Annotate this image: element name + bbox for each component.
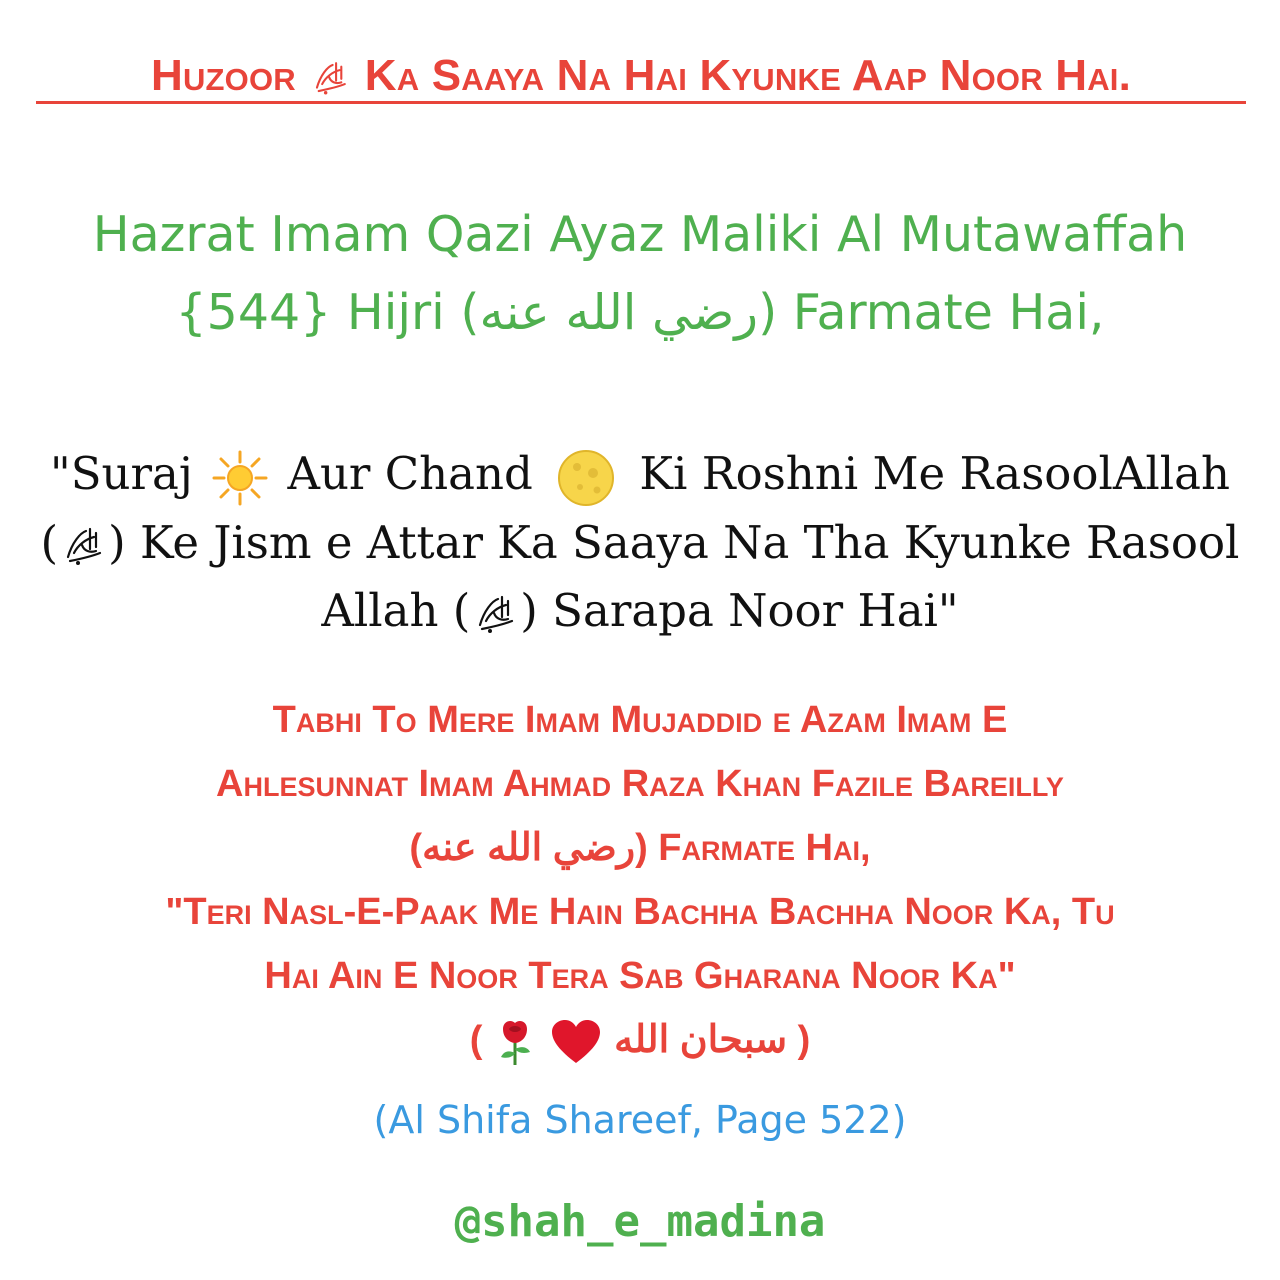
tribute-line-6	[30, 1008, 1250, 1072]
heart-icon	[550, 1019, 602, 1065]
quote-line-3-b: ) Sarapa Noor Hai"	[520, 583, 959, 637]
tribute-line-6-open: (	[469, 1019, 483, 1061]
quote-line-1-a: "Suraj	[50, 447, 193, 500]
tribute-line-1: Tabhi To Mere Imam Mujaddid e Azam Imam E	[272, 699, 1008, 741]
intro-line-2: {544} Hijri (رضي الله عنه) Farmate Hai,	[175, 284, 1105, 341]
tribute-line-6-arabic: سبحان الله	[614, 1019, 788, 1061]
quote-line-2	[30, 509, 1250, 577]
quote-line-3	[30, 577, 1250, 645]
moon-icon	[555, 447, 617, 509]
tribute-line-5: Hai Ain E Noor Tera Sab Gharana Noor Ka"	[264, 955, 1016, 997]
quote-line-1-b: Aur Chand	[287, 447, 533, 500]
title-underline	[36, 101, 1246, 104]
intro-text	[40, 196, 1240, 352]
quote-line-3-a: Allah (	[321, 583, 471, 637]
title-part-2: Ka Saaya Na Hai Kyunke Aap Noor Hai.	[364, 51, 1132, 100]
title-part-1: Huzoor	[150, 51, 296, 100]
sun-icon	[211, 449, 269, 507]
author-handle: @shah_e_madina	[454, 1196, 826, 1247]
quote-line-1-c: Ki Roshni Me RasoolAllah	[639, 447, 1230, 500]
quote-text	[30, 440, 1250, 645]
tribute-line-4: "Teri Nasl-E-Paak Me Hain Bachha Bachha Noor Ka, Tu	[165, 891, 1115, 933]
page-title	[36, 48, 1246, 104]
salutation-icon	[472, 591, 518, 637]
tribute-line-3: (رضي الله عنه) Farmate Hai,	[409, 827, 871, 869]
salutation-icon	[310, 58, 350, 98]
tribute-line-2: Ahlesunnat Imam Ahmad Raza Khan Fazile Bareilly	[216, 763, 1064, 805]
tribute-line-6-close: )	[797, 1019, 811, 1061]
salutation-icon	[60, 523, 106, 569]
tribute-text	[30, 688, 1250, 1072]
quote-line-2-text: Ke Jism e Attar Ka Saaya Na Tha Kyunke Rasool	[139, 515, 1240, 569]
quote-line-2-open: (	[40, 515, 59, 569]
quote-line-1	[30, 440, 1250, 509]
rose-icon	[495, 1017, 535, 1067]
quote-line-2-close: )	[108, 515, 126, 569]
intro-line-1: Hazrat Imam Qazi Ayaz Maliki Al Mutawaffah	[92, 206, 1188, 263]
citation: (Al Shifa Shareef, Page 522)	[373, 1098, 907, 1142]
